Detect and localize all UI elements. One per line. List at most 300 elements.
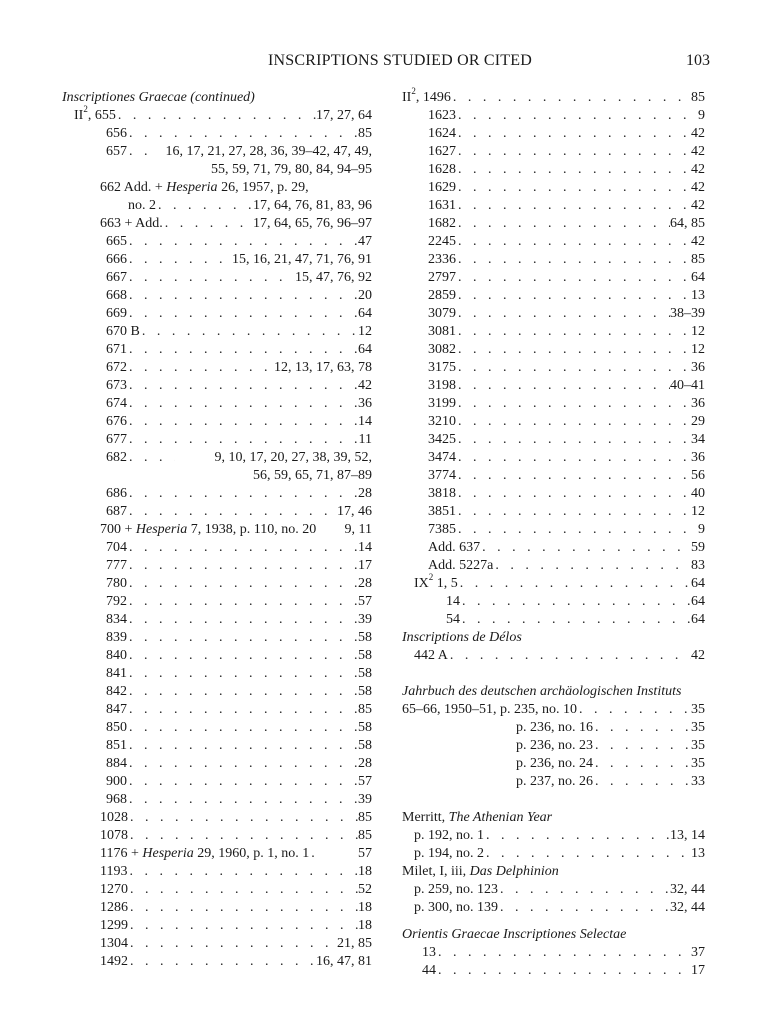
index-entry	[62, 305, 372, 323]
entry-pages: 58	[358, 738, 372, 753]
entry-label: 704	[106, 540, 127, 555]
index-entry	[62, 755, 372, 773]
entry-label: 3081	[428, 324, 456, 339]
entry-pages: 32, 44	[670, 900, 705, 915]
leader-dots	[127, 449, 175, 467]
leader-dots	[456, 431, 691, 449]
leader-dots	[456, 125, 691, 143]
index-entry	[402, 395, 705, 413]
leader-dots	[163, 215, 253, 233]
index-entry	[402, 485, 705, 503]
entry-label: 669	[106, 306, 127, 321]
leader-dots	[128, 917, 358, 935]
entry-label: 1623	[428, 108, 456, 123]
leader-dots	[128, 953, 316, 971]
entry-label: 674	[106, 396, 127, 411]
leader-dots	[484, 827, 670, 845]
index-entry	[402, 431, 705, 449]
leader-dots	[127, 485, 358, 503]
entry-label: 3774	[428, 468, 456, 483]
entry-pages: 64	[691, 576, 705, 591]
section-title-inscriptiones-graecae: Inscriptiones Graecae (continued)	[62, 90, 255, 105]
entry-pages-continued: 56, 59, 65, 71, 87–89	[253, 468, 372, 483]
entry-pages: 85	[358, 810, 372, 825]
leader-dots	[456, 341, 691, 359]
page-number: 103	[686, 52, 710, 69]
entry-label: 1028	[100, 810, 128, 825]
index-entry	[402, 305, 705, 323]
index-entry	[62, 395, 372, 413]
entry-label: 3199	[428, 396, 456, 411]
leader-dots	[493, 557, 691, 575]
index-entry	[62, 251, 372, 269]
index-entry	[402, 737, 705, 755]
entry-label: 442 A	[414, 648, 448, 663]
entry-pages: 16, 47, 81	[316, 954, 372, 969]
section-spacer	[402, 665, 705, 683]
leader-dots	[127, 719, 358, 737]
leader-dots	[309, 845, 327, 863]
leader-dots	[456, 287, 691, 305]
entry-pages: 36	[358, 396, 372, 411]
leader-dots	[127, 701, 358, 719]
leader-dots	[127, 773, 358, 791]
index-entry	[402, 179, 705, 197]
entry-pages: 15, 47, 76, 92	[295, 270, 372, 285]
entry-label: 3851	[428, 504, 456, 519]
index-entry	[62, 593, 372, 611]
entry-label: Add. 5227a	[428, 558, 494, 573]
entry-label: p. 236, no. 24	[516, 756, 593, 771]
leader-dots	[127, 683, 358, 701]
entry-label: 672	[106, 360, 127, 375]
entry-label: 1304	[100, 936, 128, 951]
index-entry	[62, 359, 372, 377]
index-entry	[62, 521, 372, 539]
leader-dots	[127, 503, 337, 521]
leader-dots	[127, 557, 358, 575]
entry-label: 1624	[428, 126, 456, 141]
entry-label: 7385	[428, 522, 456, 537]
index-entry	[62, 377, 372, 395]
index-entry	[402, 593, 705, 611]
entry-pages: 36	[691, 360, 705, 375]
entry-pages: 12	[691, 342, 705, 357]
entry-pages: 15, 16, 21, 47, 71, 76, 91	[232, 252, 372, 267]
leader-dots	[140, 323, 358, 341]
entry-pages: 12, 13, 17, 63, 78	[274, 360, 372, 375]
leader-dots	[480, 539, 691, 557]
entry-label: 1492	[100, 954, 128, 969]
leader-dots	[456, 179, 691, 197]
index-entry	[402, 773, 705, 791]
entry-label: 1629	[428, 180, 456, 195]
index-entry	[62, 269, 372, 287]
leader-dots	[127, 629, 358, 647]
index-entry	[62, 647, 372, 665]
entry-pages: 12	[691, 504, 705, 519]
entry-label: 1193	[100, 864, 128, 879]
index-entry	[62, 575, 372, 593]
entry-pages: 64, 85	[670, 216, 705, 231]
leader-dots	[460, 593, 691, 611]
leader-dots	[456, 161, 691, 179]
entry-pages: 28	[358, 576, 372, 591]
entry-label: 671	[106, 342, 127, 357]
leader-dots	[593, 719, 691, 737]
entry-label: 1286	[100, 900, 128, 915]
leader-dots	[128, 899, 358, 917]
entry-label: 1270	[100, 882, 128, 897]
entry-pages: 18	[358, 918, 372, 933]
index-entry	[62, 719, 372, 737]
leader-dots	[127, 377, 358, 395]
leader-dots	[127, 125, 358, 143]
entry-pages: 36	[691, 450, 705, 465]
leader-dots	[456, 521, 698, 539]
entry-label: 1299	[100, 918, 128, 933]
section-title-merritt: Merritt, The Athenian Year	[402, 810, 553, 825]
entry-pages: 18	[358, 864, 372, 879]
entry-label: 842	[106, 684, 127, 699]
entry-label: 3425	[428, 432, 456, 447]
entry-pages: 58	[358, 648, 372, 663]
leader-dots	[127, 305, 358, 323]
leader-dots	[577, 701, 691, 719]
entry-pages: 58	[358, 720, 372, 735]
entry-pages: 56	[691, 468, 705, 483]
leader-dots	[127, 647, 358, 665]
entry-label: 3079	[428, 306, 456, 321]
entry-label: 851	[106, 738, 127, 753]
entry-label: $II^2$, 1496	[402, 86, 451, 105]
index-entry	[402, 962, 705, 980]
index-entry	[62, 899, 372, 917]
entry-pages: 34	[691, 432, 705, 447]
entry-pages: 17, 27, 64	[316, 108, 372, 123]
entry-label: $II^2$, 655	[74, 104, 116, 123]
leader-dots	[456, 467, 691, 485]
leader-dots	[127, 575, 358, 593]
index-entry	[402, 107, 705, 125]
entry-label: Add. 637	[428, 540, 481, 555]
index-entry	[402, 287, 705, 305]
index-entry	[402, 719, 705, 737]
index-entry	[402, 215, 705, 233]
entry-label: 1682	[428, 216, 456, 231]
entry-label: 2859	[428, 288, 456, 303]
leader-dots	[498, 899, 670, 917]
entry-pages: 64	[358, 306, 372, 321]
section-title-inscriptions-de-delos: Inscriptions de Délos	[402, 630, 522, 645]
entry-pages: 28	[358, 756, 372, 771]
index-entry	[62, 143, 372, 161]
leader-dots	[456, 251, 691, 269]
index-entry	[402, 161, 705, 179]
index-entry	[62, 104, 372, 125]
index-entry	[62, 197, 372, 215]
entry-pages: 20	[358, 288, 372, 303]
section-spacer	[402, 791, 705, 809]
entry-label: 3082	[428, 342, 456, 357]
entry-pages: 36	[691, 396, 705, 411]
leader-dots	[456, 215, 670, 233]
entry-pages: 57	[358, 774, 372, 789]
entry-pages: 38–39	[670, 306, 705, 321]
entry-label: 687	[106, 504, 127, 519]
entry-label: 840	[106, 648, 127, 663]
entry-pages: 58	[358, 666, 372, 681]
entry-label: 2797	[428, 270, 456, 285]
leader-dots	[127, 269, 295, 287]
entry-label: 884	[106, 756, 127, 771]
entry-label: no. 2	[128, 198, 156, 213]
leader-dots	[456, 305, 670, 323]
entry-pages: 47	[358, 234, 372, 249]
index-entry	[402, 269, 705, 287]
entry-label: 44	[422, 963, 436, 978]
index-entry	[62, 539, 372, 557]
index-entry	[62, 935, 372, 953]
entry-label: p. 300, no. 139	[414, 900, 498, 915]
leader-dots	[127, 233, 358, 251]
index-entry	[402, 143, 705, 161]
index-entry	[62, 737, 372, 755]
entry-label: p. 194, no. 2	[414, 846, 484, 861]
index-entry	[402, 701, 705, 719]
index-entry	[62, 341, 372, 359]
section-title-milet: Milet, I, iii, Das Delphinion	[402, 864, 559, 879]
entry-pages: 35	[691, 720, 705, 735]
entry-label: $IX^2$ 1, 5	[414, 572, 458, 591]
entry-label: p. 236, no. 16	[516, 720, 593, 735]
leader-dots	[156, 197, 253, 215]
leader-dots	[127, 287, 358, 305]
index-entry	[402, 881, 705, 899]
entry-label: 3474	[428, 450, 456, 465]
entry-pages: 85	[358, 828, 372, 843]
leader-dots	[116, 107, 316, 125]
entry-pages: 13	[691, 288, 705, 303]
entry-label: 656	[106, 126, 127, 141]
index-entry	[62, 323, 372, 341]
entry-label: 14	[446, 594, 460, 609]
entry-pages: 64	[691, 594, 705, 609]
index-entry	[402, 503, 705, 521]
leader-dots	[456, 323, 691, 341]
entry-pages: 39	[358, 792, 372, 807]
index-entry	[62, 665, 372, 683]
entry-label: 3175	[428, 360, 456, 375]
index-entry	[402, 944, 705, 962]
index-entry	[402, 467, 705, 485]
entry-pages: 9, 10, 17, 20, 27, 38, 39, 52,	[214, 450, 372, 465]
entry-pages: 16, 17, 21, 27, 28, 36, 39–42, 47, 49,	[165, 144, 372, 159]
entry-pages: 58	[358, 630, 372, 645]
leader-dots	[456, 107, 698, 125]
entry-label: 1627	[428, 144, 456, 159]
entry-label: 13	[422, 945, 436, 960]
right-column	[402, 86, 705, 980]
entry-label: p. 192, no. 1	[414, 828, 484, 843]
entry-pages: 40	[691, 486, 705, 501]
leader-dots	[127, 791, 358, 809]
entry-label: 1078	[100, 828, 128, 843]
index-entry	[402, 323, 705, 341]
entry-label: 792	[106, 594, 127, 609]
entry-pages: 58	[358, 684, 372, 699]
entry-pages: 42	[691, 234, 705, 249]
entry-pages: 42	[691, 162, 705, 177]
index-entry	[62, 233, 372, 251]
index-entry	[62, 611, 372, 629]
entry-pages: 85	[691, 252, 705, 267]
entry-pages: 39	[358, 612, 372, 627]
leader-dots	[127, 665, 358, 683]
entry-label: 2336	[428, 252, 456, 267]
leader-dots	[127, 539, 358, 557]
index-entry	[402, 521, 705, 539]
entry-label: 676	[106, 414, 127, 429]
entry-label: 65–66, 1950–51, p. 235, no. 10	[402, 702, 577, 717]
entry-pages: 64	[691, 270, 705, 285]
entry-pages: 37	[691, 945, 705, 960]
entry-label-multiline: 662 Add. + Hesperia 26, 1957, p. 29,	[100, 180, 309, 195]
leader-dots	[458, 575, 691, 593]
entry-pages: 18	[358, 900, 372, 915]
leader-dots	[127, 341, 358, 359]
leader-dots	[436, 962, 691, 980]
entry-pages: 28	[358, 486, 372, 501]
index-entry	[62, 431, 372, 449]
entry-pages: 9	[698, 108, 705, 123]
entry-pages: 32, 44	[670, 882, 705, 897]
leader-dots	[128, 827, 358, 845]
entry-pages: 85	[358, 126, 372, 141]
entry-pages: 17, 64, 76, 81, 83, 96	[253, 198, 372, 213]
entry-label: 666	[106, 252, 127, 267]
entry-pages: 11	[358, 432, 372, 447]
leader-dots	[456, 233, 691, 251]
entry-pages: 14	[358, 414, 372, 429]
entry-label: p. 237, no. 26	[516, 774, 593, 789]
entry-label: 780	[106, 576, 127, 591]
leader-dots	[127, 431, 359, 449]
leader-dots	[456, 485, 691, 503]
entry-pages: 42	[691, 198, 705, 213]
entry-label: p. 236, no. 23	[516, 738, 593, 753]
index-entry	[402, 845, 705, 863]
index-entry	[62, 629, 372, 647]
leader-dots	[456, 359, 691, 377]
entry-label: p. 259, no. 123	[414, 882, 498, 897]
leader-dots	[127, 413, 358, 431]
entry-pages: 42	[691, 144, 705, 159]
entry-pages: 59	[691, 540, 705, 555]
leader-dots	[456, 395, 691, 413]
leader-dots	[127, 863, 358, 881]
entry-pages: 14	[358, 540, 372, 555]
entry-pages: 17, 64, 65, 76, 96–97	[253, 216, 372, 231]
entry-label: 677	[106, 432, 127, 447]
index-entry	[402, 572, 705, 593]
entry-pages: 85	[358, 702, 372, 717]
leader-dots	[456, 197, 691, 215]
entry-pages: 40–41	[670, 378, 705, 393]
entry-pages-continued: 55, 59, 71, 79, 80, 84, 94–95	[211, 162, 372, 177]
index-entry	[402, 827, 705, 845]
index-entry	[402, 251, 705, 269]
entry-pages: 9, 11	[344, 522, 372, 537]
index-entry	[402, 86, 705, 107]
leader-dots	[128, 881, 358, 899]
leader-dots	[593, 755, 691, 773]
entry-label: 682	[106, 450, 127, 465]
entry-label: 668	[106, 288, 127, 303]
leader-dots	[456, 413, 691, 431]
leader-dots	[498, 881, 670, 899]
entry-label: 3210	[428, 414, 456, 429]
index-entry	[402, 197, 705, 215]
entry-pages: 17	[691, 963, 705, 978]
entry-label: 850	[106, 720, 127, 735]
entry-pages: 42	[691, 180, 705, 195]
index-entry	[402, 557, 705, 575]
leader-dots	[593, 773, 691, 791]
leader-dots	[456, 503, 691, 521]
index-entry	[62, 773, 372, 791]
entry-pages: 21, 85	[337, 936, 372, 951]
leader-dots	[127, 611, 358, 629]
entry-label: 670 B	[106, 324, 140, 339]
leader-dots	[460, 611, 691, 629]
index-entry	[62, 953, 372, 971]
index-entry	[62, 413, 372, 431]
entry-pages: 57	[358, 594, 372, 609]
leader-dots	[593, 737, 691, 755]
entry-label: 1176 + Hesperia 29, 1960, p. 1, no. 1	[100, 846, 310, 861]
index-entry	[62, 827, 372, 845]
entry-pages: 17, 46	[337, 504, 372, 519]
entry-pages: 33	[691, 774, 705, 789]
index-entry	[402, 125, 705, 143]
index-entry	[62, 503, 372, 521]
index-entry	[62, 683, 372, 701]
leader-dots	[127, 737, 358, 755]
index-entry	[62, 557, 372, 575]
entry-label: 839	[106, 630, 127, 645]
index-entry	[402, 359, 705, 377]
entry-label: 1631	[428, 198, 456, 213]
entry-label: 2245	[428, 234, 456, 249]
entry-label: 3198	[428, 378, 456, 393]
section-title-jahrbuch: Jahrbuch des deutschen archäologischen Instituts	[402, 684, 682, 699]
entry-label: 841	[106, 666, 127, 681]
leader-dots	[127, 395, 358, 413]
leader-dots	[456, 143, 691, 161]
entry-pages: 64	[691, 612, 705, 627]
entry-pages: 13, 14	[670, 828, 705, 843]
leader-dots	[456, 377, 670, 395]
leader-dots	[436, 944, 691, 962]
entry-label: 834	[106, 612, 127, 627]
entry-pages: 42	[358, 378, 372, 393]
entry-label: 686	[106, 486, 127, 501]
index-entry	[62, 125, 372, 143]
index-entry	[402, 377, 705, 395]
entry-pages: 29	[691, 414, 705, 429]
entry-label: 900	[106, 774, 127, 789]
